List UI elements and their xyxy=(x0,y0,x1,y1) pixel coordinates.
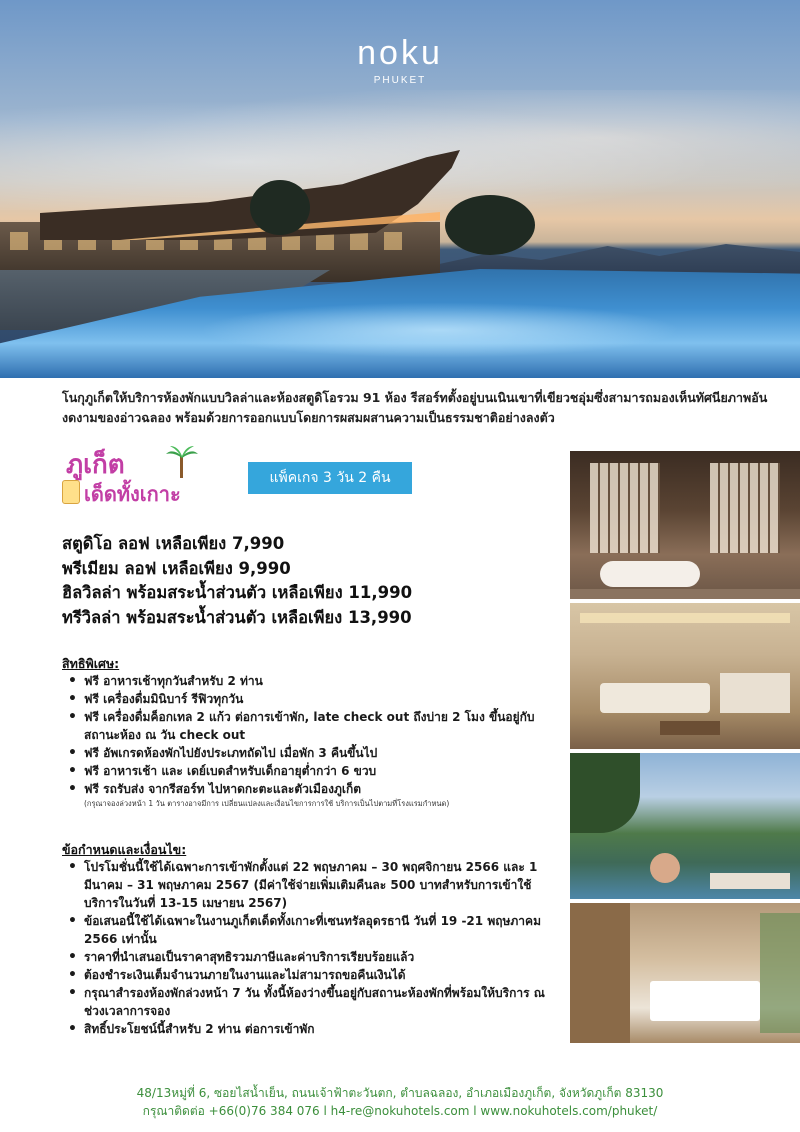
intro-text: โนกุภูเก็ตให้บริการห้องพักแบบวิลล่าและห้องสตูดิโอรวม 91 ห้อง รีสอร์ทตั้งอยู่บนเนินเขาที่เขียวชอุ่มซึ่งสามารถมองเห็นทัศนียภาพอันงดงามของอ่าวฉลอง พร้อมด้วยการออกแบบโดยการผสมผสานความเป็นธรรมชาติอย่างลงตัว xyxy=(62,390,768,425)
footer-contact: กรุณาติดต่อ +66(0)76 384 076 l h4-re@nokuhotels.com l www.nokuhotels.com/phuket/ xyxy=(142,1104,658,1118)
privilege-item: • ฟรี เครื่องดื่มค็อกเทล 2 แก้ว ต่อการเข้าพัก, late check out ถึงบ่าย 2 โมง ขึ้นอยู่กับสถานะห้อง ณ วัน check out xyxy=(62,708,562,744)
price-item: สตูดิโอ ลอฟ เหลือเพียง 7,990 xyxy=(62,534,285,553)
bedroom-photo xyxy=(570,903,800,1043)
hero-image xyxy=(0,0,800,378)
living-room-photo xyxy=(570,603,800,749)
tree xyxy=(250,180,310,235)
campaign-line1: ภูเก็ต xyxy=(66,450,125,480)
pool-reflection xyxy=(180,300,700,360)
shuttle-note: (กรุณาจองล่วงหน้า 1 วัน ตารางอาจมีการ เปลี่ยนแปลงและเงื่อนไขการการใช้ บริการเป็นไปตามที่โรงแรมกำหนด) xyxy=(84,799,450,808)
price-list xyxy=(62,532,552,630)
privilege-item: • ฟรี อัพเกรดห้องพักไปยังประเภทถัดไป เมื่อพัก 3 คืนขึ้นไป xyxy=(62,744,562,762)
package-label: แพ็คเกจ 3 วัน 2 คืน xyxy=(248,462,412,494)
term-item: • ต้องชำระเงินเต็มจำนวนภายในงานและไม่สามารถขอคืนเงินได้ xyxy=(62,966,562,984)
privilege-item: • ฟรี อาหารเช้าทุกวันสำหรับ 2 ท่าน xyxy=(62,672,562,690)
footer-address: 48/13หมู่ที่ 6, ซอยไสน้ำเย็น, ถนนเจ้าฟ้าตะวันตก, ตำบลฉลอง, อำเภอเมืองภูเก็ต, จังหวัดภูเก็ต 83130 xyxy=(136,1086,664,1100)
privileges-list xyxy=(62,672,562,809)
campaign-logo xyxy=(62,444,212,510)
price-item: พรีเมียม ลอฟ เหลือเพียง 9,990 xyxy=(62,558,291,578)
brand-logo xyxy=(0,34,800,86)
photo-column xyxy=(570,451,800,1047)
brand-location: PHUKET xyxy=(373,75,427,86)
privilege-item: • ฟรี เครื่องดื่มมินิบาร์ รีฟิวทุกวัน xyxy=(62,690,562,708)
term-item: • ข้อเสนอนี้ใช้ได้เฉพาะในงานภูเก็ตเด็ดทั้งเกาะที่เซนทรัลอุดรธานี วันที่ 19 -21 พฤษภาคม 2566 เท่านั้น xyxy=(62,912,562,948)
privilege-item: • ฟรี อาหารเช้า และ เดย์เบดสำหรับเด็กอายุต่ำกว่า 6 ขวบ xyxy=(62,762,562,780)
term-item: • ราคาที่นำเสนอเป็นราคาสุทธิรวมภาษีและค่าบริการเรียบร้อยแล้ว xyxy=(62,948,562,966)
tree xyxy=(445,195,535,255)
privilege-item: • ฟรี รถรับส่ง จากรีสอร์ท ไปหาดกะตะและตัวเมืองภูเก็ต xyxy=(62,780,562,798)
price-item: ฮิลวิลล่า พร้อมสระน้ำส่วนตัว เหลือเพียง 11,990 xyxy=(62,583,413,602)
term-item: • สิทธิ์ประโยชน์นี้สำหรับ 2 ท่าน ต่อการเข้าพัก xyxy=(62,1020,562,1038)
brand-name: noku xyxy=(357,34,443,72)
campaign-line2: เด็ดทั้งเกาะ xyxy=(84,482,181,506)
term-item: • กรุณาสำรองห้องพักล่วงหน้า 7 วัน ทั้งนี้ห้องว่างขึ้นอยู่กับสถานะห้องพักที่พร้อมให้บริการ ณ ช่วงเวลาการจอง xyxy=(62,984,562,1020)
term-item: • โปรโมชั่นนี้ใช้ได้เฉพาะการเข้าพักตั้งแต่ 22 พฤษภาคม – 30 พฤศจิกายน 2566 และ 1 มีนาคม – 31 พฤษภาคม 2567 (มีค่าใช้จ่ายเพิ่มเติมคืนละ 500 บาทสำหรับการเข้าใช้บริการในวันที่ 13-15 เมษายน 2567) xyxy=(62,858,562,912)
privileges-title: สิทธิพิเศษ: xyxy=(62,656,120,671)
price-item: ทรีวิลล่า พร้อมสระน้ำส่วนตัว เหลือเพียง 13,990 xyxy=(62,607,412,627)
terms-title: ข้อกำหนดและเงื่อนไข: xyxy=(62,842,187,857)
cocktail-glass-icon xyxy=(62,480,80,504)
footer xyxy=(0,1084,800,1120)
palm-tree-icon xyxy=(164,444,200,480)
pool-villa-photo xyxy=(570,753,800,899)
bathroom-photo xyxy=(570,451,800,599)
terms-list xyxy=(62,858,562,1038)
